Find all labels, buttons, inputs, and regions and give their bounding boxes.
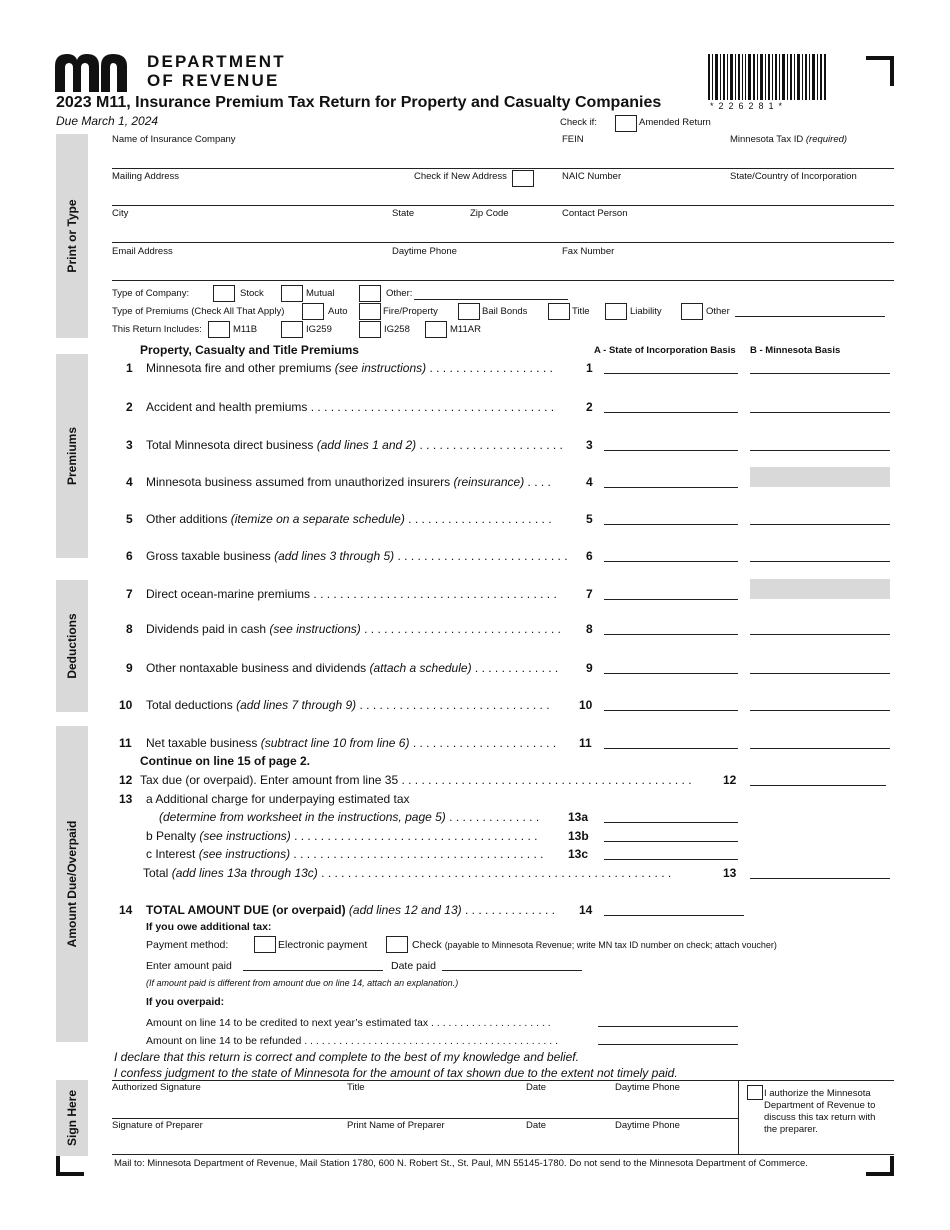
section-label: Print or Type bbox=[65, 199, 79, 273]
line-text: Dividends paid in cash bbox=[146, 622, 267, 636]
line-text: Tax due (or overpaid). Enter amount from line 35 bbox=[140, 773, 399, 787]
line-ref: 7 bbox=[586, 587, 593, 601]
line-ref: 8 bbox=[586, 622, 593, 636]
leader-dots: . . . . . . . . . . . . . . . . . . . . . . . . . . . . . bbox=[356, 698, 550, 712]
line-ref: 13c bbox=[568, 847, 589, 861]
barcode-icon bbox=[708, 54, 828, 100]
line-number: 14 bbox=[119, 903, 133, 917]
date-paid-field[interactable] bbox=[442, 970, 582, 971]
contact-label: Contact Person bbox=[562, 208, 628, 219]
authorize-checkbox[interactable] bbox=[747, 1085, 763, 1100]
auto-label: Auto bbox=[328, 306, 348, 317]
owe-title: If you owe additional tax: bbox=[146, 921, 272, 933]
m11ar-checkbox[interactable] bbox=[425, 321, 447, 338]
m11b-checkbox[interactable] bbox=[208, 321, 230, 338]
line-7-label bbox=[146, 587, 557, 601]
mn-tax-id-text: Minnesota Tax ID bbox=[730, 134, 804, 145]
line-9-col-a-field[interactable] bbox=[604, 673, 738, 674]
section-print-or-type bbox=[56, 134, 88, 338]
line-11-col-a-field[interactable] bbox=[604, 748, 738, 749]
line-number: 9 bbox=[126, 661, 133, 675]
stock-checkbox[interactable] bbox=[213, 285, 235, 302]
line-text: Other nontaxable business and dividends bbox=[146, 661, 367, 675]
leader-dots: . . . . . . . . . . . . . . . . . . . . . . . . . . . . . . . . . . . . . bbox=[290, 829, 538, 843]
leader-dots: . . . . . . . . . . . . . . . . . . . . . . . . . . . . . . . . . . . . . bbox=[310, 587, 557, 601]
line-14-field[interactable] bbox=[604, 915, 744, 916]
preparer-signature-field[interactable] bbox=[112, 1154, 894, 1155]
due-date: Due March 1, 2024 bbox=[56, 114, 159, 128]
line-13a-label: a Additional charge for underpaying estimated tax bbox=[146, 792, 410, 806]
line-8-col-a-field[interactable] bbox=[604, 634, 738, 635]
mn-tax-id-label bbox=[730, 134, 847, 145]
line-6-col-b-field[interactable] bbox=[750, 561, 890, 562]
line-ref: 13a bbox=[568, 810, 589, 824]
line-note: (see instructions) bbox=[199, 829, 291, 843]
line-number: 8 bbox=[126, 622, 133, 636]
premium-type-label: Type of Premiums (Check All That Apply) bbox=[112, 306, 285, 317]
line-13-total-field[interactable] bbox=[750, 878, 890, 879]
line-9-label bbox=[146, 661, 558, 675]
line-text: Accident and health premiums bbox=[146, 400, 308, 414]
authorized-signature-label: Authorized Signature bbox=[112, 1082, 201, 1093]
preparer-name-label: Print Name of Preparer bbox=[347, 1120, 445, 1131]
company-name-label: Name of Insurance Company bbox=[112, 134, 236, 145]
amended-return-label: Amended Return bbox=[639, 117, 711, 128]
line-4-col-b-shaded bbox=[750, 467, 890, 487]
form-title: 2023 M11, Insurance Premium Tax Return for Property and Casualty Companies bbox=[56, 94, 662, 111]
leader-dots: . . . . . . . . . . . . . . . . . . . . . . . . . . . . . . . . . . . . . . bbox=[290, 847, 544, 861]
line-13a-field[interactable] bbox=[604, 822, 738, 823]
line-number: 5 bbox=[126, 512, 133, 526]
email-label: Email Address bbox=[112, 246, 173, 257]
declaration-line-1: I declare that this return is correct and complete to the best of my knowledge and belief. bbox=[114, 1050, 579, 1064]
line-note: (add lines 3 through 5) bbox=[274, 549, 395, 563]
other-company-checkbox[interactable] bbox=[359, 285, 381, 302]
mutual-label: Mutual bbox=[306, 288, 335, 299]
section-label: Amount Due/Overpaid bbox=[65, 820, 79, 948]
line-note: (add lines 7 through 9) bbox=[236, 698, 357, 712]
liability-checkbox[interactable] bbox=[605, 303, 627, 320]
authorize-text: I authorize the Minnesota Department of Revenue to discuss this tax return with the preparer. bbox=[764, 1088, 876, 1135]
check-if-label: Check if: bbox=[560, 117, 597, 128]
line-9-col-b-field[interactable] bbox=[750, 673, 890, 674]
preparer-signature-label: Signature of Preparer bbox=[112, 1120, 203, 1131]
line-10-col-b-field[interactable] bbox=[750, 710, 890, 711]
line-5-label bbox=[146, 512, 552, 526]
line-10-col-a-field[interactable] bbox=[604, 710, 738, 711]
line-note: (see instructions) bbox=[269, 622, 361, 636]
other-premium-checkbox[interactable] bbox=[681, 303, 703, 320]
line-text: Total deductions bbox=[146, 698, 233, 712]
line-text: Other additions bbox=[146, 512, 228, 526]
mail-to-footer: Mail to: Minnesota Department of Revenue, Mail Station 1780, 600 N. Robert St., St. Paul, MN 55145-1780. Do not send to the Minnesota Department of Commerce. bbox=[114, 1158, 808, 1169]
email-field[interactable] bbox=[112, 280, 894, 281]
line-text: Direct ocean-marine premiums bbox=[146, 587, 311, 601]
line-3-col-b-field[interactable] bbox=[750, 450, 890, 451]
line-text: b Penalty bbox=[146, 829, 197, 843]
fire-checkbox[interactable] bbox=[359, 303, 381, 320]
state-country-label: State/Country of Incorporation bbox=[730, 171, 857, 182]
line-11-col-b-field[interactable] bbox=[750, 748, 890, 749]
premiums-heading: Property, Casualty and Title Premiums bbox=[140, 343, 359, 357]
leader-dots: . . . . bbox=[524, 475, 551, 489]
credited-text: Amount on line 14 to be credited to next year’s estimated tax bbox=[146, 1017, 429, 1029]
dept-line-2: OF REVENUE bbox=[147, 71, 280, 90]
line-note: (add lines 1 and 2) bbox=[316, 438, 417, 452]
refunded-text: Amount on line 14 to be refunded bbox=[146, 1035, 302, 1047]
line-number: 6 bbox=[126, 549, 133, 563]
line-13-total-label bbox=[143, 866, 671, 880]
required-note: (required) bbox=[805, 134, 848, 145]
line-13c-field[interactable] bbox=[604, 859, 738, 860]
line-number: 10 bbox=[119, 698, 133, 712]
daytime-phone-label: Daytime Phone bbox=[392, 246, 457, 257]
line-14-label bbox=[146, 903, 555, 917]
payment-method-label: Payment method: bbox=[146, 939, 229, 951]
new-address-label: Check if New Address bbox=[414, 171, 507, 182]
other-company-label: Other: bbox=[386, 288, 413, 299]
line-note: (add lines 12 and 13) bbox=[348, 903, 462, 917]
ig258-checkbox[interactable] bbox=[359, 321, 381, 338]
line-12-label bbox=[140, 773, 692, 787]
line-3-col-a-field[interactable] bbox=[604, 450, 738, 451]
check-payment-checkbox[interactable] bbox=[386, 936, 408, 953]
leader-dots: . . . . . . . . . . . . . . . . . . . . . . . . . . . . . . . . . . . . . bbox=[307, 400, 555, 414]
line-note: (attach a schedule) bbox=[369, 661, 472, 675]
other-premium-field[interactable] bbox=[735, 316, 885, 317]
line-number: 1 bbox=[126, 361, 133, 375]
line-note: (add lines 13a through 13c) bbox=[171, 866, 318, 880]
amount-paid-field[interactable] bbox=[243, 970, 383, 971]
new-address-checkbox[interactable] bbox=[512, 170, 534, 187]
continue-note: Continue on line 15 of page 2. bbox=[140, 754, 311, 768]
electronic-payment-checkbox[interactable] bbox=[254, 936, 276, 953]
return-includes-label: This Return Includes: bbox=[112, 324, 202, 335]
line-note: (itemize on a separate schedule) bbox=[230, 512, 405, 526]
state-label: State bbox=[392, 208, 415, 219]
line-2-label bbox=[146, 400, 554, 414]
leader-dots: . . . . . . . . . . . . . . bbox=[445, 810, 540, 824]
ig259-label: IG259 bbox=[306, 324, 332, 335]
bail-bonds-label: Bail Bonds bbox=[482, 306, 528, 317]
company-type-label: Type of Company: bbox=[112, 288, 190, 299]
line-text: c Interest bbox=[146, 847, 196, 861]
line-1-col-b-field[interactable] bbox=[750, 373, 890, 374]
line-4-label bbox=[146, 475, 551, 489]
line-number: 11 bbox=[119, 736, 132, 750]
line-number: 13 bbox=[119, 792, 133, 806]
line-text: Gross taxable business bbox=[146, 549, 271, 563]
credited-field[interactable] bbox=[598, 1026, 738, 1027]
corner-mark-bottom-right bbox=[866, 1156, 894, 1176]
mailing-address-field[interactable] bbox=[112, 205, 894, 206]
line-13b-label bbox=[146, 829, 537, 843]
mn-logo-icon bbox=[55, 54, 137, 92]
line-4-col-a-field[interactable] bbox=[604, 487, 738, 488]
fire-label: Fire/Property bbox=[383, 306, 438, 317]
signature-divider bbox=[738, 1080, 739, 1154]
signature-top-rule bbox=[112, 1080, 894, 1081]
refunded-label bbox=[146, 1035, 558, 1047]
line-10-label bbox=[146, 698, 550, 712]
line-5-col-b-field[interactable] bbox=[750, 524, 890, 525]
leader-dots: . . . . . . . . . . . . . . bbox=[461, 903, 556, 917]
line-11-label bbox=[146, 736, 556, 750]
line-note: (see instructions) bbox=[334, 361, 427, 375]
liability-label: Liability bbox=[630, 306, 662, 317]
line-number: 4 bbox=[126, 475, 133, 489]
line-ref: 5 bbox=[586, 512, 593, 526]
refunded-field[interactable] bbox=[598, 1044, 738, 1045]
electronic-payment-label: Electronic payment bbox=[278, 939, 368, 951]
credited-label bbox=[146, 1017, 551, 1029]
line-7-col-b-shaded bbox=[750, 579, 890, 599]
line-13c-label bbox=[146, 847, 543, 861]
line-number: 2 bbox=[126, 400, 133, 414]
line-5-col-a-field[interactable] bbox=[604, 524, 738, 525]
mailing-address-label: Mailing Address bbox=[112, 171, 180, 182]
auto-checkbox[interactable] bbox=[302, 303, 324, 320]
line-8-label bbox=[146, 622, 561, 636]
line-text: Total bbox=[143, 866, 169, 880]
leader-dots: . . . . . . . . . . . . . . . . . . . . . bbox=[428, 1017, 551, 1029]
line-3-label bbox=[146, 438, 563, 452]
date-prep-label: Date bbox=[526, 1120, 547, 1131]
phone-prep-label: Daytime Phone bbox=[615, 1120, 680, 1131]
department-name bbox=[147, 52, 286, 90]
line-text: Minnesota business assumed from unauthorized insurers bbox=[146, 475, 451, 489]
city-label: City bbox=[112, 208, 129, 219]
column-b-header: B - Minnesota Basis bbox=[750, 345, 841, 356]
column-a-header: A - State of Incorporation Basis bbox=[594, 345, 736, 356]
line-12-field[interactable] bbox=[750, 785, 886, 786]
line-note: (reinsurance) bbox=[453, 475, 525, 489]
overpaid-title: If you overpaid: bbox=[146, 996, 225, 1008]
line-13b-field[interactable] bbox=[604, 841, 738, 842]
line-ref: 13b bbox=[568, 829, 589, 843]
line-text: TOTAL AMOUNT DUE (or overpaid) bbox=[146, 903, 346, 917]
line-text: Total Minnesota direct business bbox=[146, 438, 314, 452]
phone-sig-label: Daytime Phone bbox=[615, 1082, 680, 1093]
line-ref: 10 bbox=[579, 698, 593, 712]
bail-bonds-checkbox[interactable] bbox=[458, 303, 480, 320]
line-text: Net taxable business bbox=[146, 736, 258, 750]
amount-paid-label: Enter amount paid bbox=[146, 960, 232, 972]
dept-line-1: DEPARTMENT bbox=[147, 52, 286, 71]
line-note: (subtract line 10 from line 6) bbox=[260, 736, 410, 750]
leader-dots: . . . . . . . . . . . . . . . . . . . . . . . . . . bbox=[394, 549, 568, 563]
line-text: Minnesota fire and other premiums bbox=[146, 361, 332, 375]
corner-mark-bottom-left bbox=[56, 1156, 84, 1176]
line-number: 12 bbox=[119, 773, 133, 787]
title-sig-label: Title bbox=[347, 1082, 365, 1093]
check-payment-label bbox=[412, 939, 777, 951]
title-checkbox[interactable] bbox=[548, 303, 570, 320]
ig258-label: IG258 bbox=[384, 324, 410, 335]
date-paid-label: Date paid bbox=[391, 960, 436, 972]
line-ref: 2 bbox=[586, 400, 593, 414]
line-8-col-b-field[interactable] bbox=[750, 634, 890, 635]
section-deductions bbox=[56, 580, 88, 712]
line-2-col-a-field[interactable] bbox=[604, 412, 738, 413]
fax-label: Fax Number bbox=[562, 246, 615, 257]
line-number: 3 bbox=[126, 438, 133, 452]
section-label: Deductions bbox=[65, 613, 79, 679]
other-premium-label: Other bbox=[706, 306, 730, 317]
line-6-col-a-field[interactable] bbox=[604, 561, 738, 562]
line-1-col-a-field[interactable] bbox=[604, 373, 738, 374]
line-13a-detail bbox=[159, 810, 539, 824]
naic-label: NAIC Number bbox=[562, 171, 622, 182]
line-6-label bbox=[146, 549, 568, 563]
company-name-field[interactable] bbox=[112, 168, 894, 169]
m11b-label: M11B bbox=[233, 324, 258, 335]
line-ref: 3 bbox=[586, 438, 593, 452]
check-text: Check bbox=[412, 939, 442, 951]
stock-label: Stock bbox=[240, 288, 264, 299]
line-ref: 12 bbox=[723, 773, 737, 787]
leader-dots: . . . . . . . . . . . . . . . . . . . . . . bbox=[409, 736, 557, 750]
section-amount-due bbox=[56, 726, 88, 1042]
line-number: 7 bbox=[126, 587, 133, 601]
authorized-signature-field[interactable] bbox=[112, 1118, 738, 1119]
declaration-line-2: I confess judgment to the state of Minnesota for the amount of tax shown due to the extent not timely paid. bbox=[114, 1066, 678, 1080]
city-field[interactable] bbox=[112, 242, 894, 243]
leader-dots: . . . . . . . . . . . . . . . . . . . . . . . . . . . . . . . . . . . . . . . . . . . . bbox=[398, 773, 692, 787]
corner-mark-top-right bbox=[866, 56, 894, 86]
line-ref: 11 bbox=[579, 736, 592, 750]
line-ref: 1 bbox=[586, 361, 593, 375]
leader-dots: . . . . . . . . . . . . . . . . . . . . . . bbox=[416, 438, 563, 452]
date-sig-label: Date bbox=[526, 1082, 547, 1093]
line-1-label bbox=[146, 361, 553, 375]
ig259-checkbox[interactable] bbox=[281, 321, 303, 338]
section-premiums bbox=[56, 354, 88, 558]
section-sign-here bbox=[56, 1080, 88, 1156]
other-company-field[interactable] bbox=[414, 299, 568, 300]
leader-dots: . . . . . . . . . . . . . . . . . . . bbox=[426, 361, 553, 375]
line-ref: 13 bbox=[723, 866, 737, 880]
m11ar-label: M11AR bbox=[450, 324, 481, 335]
line-ref: 6 bbox=[586, 549, 593, 563]
line-note: (see instructions) bbox=[198, 847, 291, 861]
paid-note: (If amount paid is different from amount due on line 14, attach an explanation.) bbox=[146, 978, 459, 988]
line-note: (determine from worksheet in the instructions, page 5) bbox=[159, 810, 446, 824]
leader-dots: . . . . . . . . . . . . . . . . . . . . . . . . . . . . . . . . . . . . . . . . . . . . bbox=[301, 1035, 558, 1047]
mutual-checkbox[interactable] bbox=[281, 285, 303, 302]
leader-dots: . . . . . . . . . . . . . . . . . . . . . . . . . . . . . . . . . . . . . . . . . . . . . . . . . . . . . bbox=[317, 866, 672, 880]
check-note: (payable to Minnesota Revenue; write MN tax ID number on check; attach voucher) bbox=[444, 940, 777, 950]
line-ref: 4 bbox=[586, 475, 593, 489]
section-label: Sign Here bbox=[65, 1089, 79, 1147]
leader-dots: . . . . . . . . . . . . . . . . . . . . . . bbox=[404, 512, 552, 526]
line-ref: 14 bbox=[579, 903, 593, 917]
line-7-col-a-field[interactable] bbox=[604, 599, 738, 600]
section-label: Premiums bbox=[65, 426, 79, 486]
leader-dots: . . . . . . . . . . . . . . . . . . . . . . . . . . . . . . bbox=[360, 622, 561, 636]
line-2-col-b-field[interactable] bbox=[750, 412, 890, 413]
zip-label: Zip Code bbox=[470, 208, 509, 219]
barcode-number: *226281* bbox=[710, 101, 788, 111]
fein-label: FEIN bbox=[562, 134, 584, 145]
leader-dots: . . . . . . . . . . . . . bbox=[471, 661, 559, 675]
line-ref: 9 bbox=[586, 661, 593, 675]
title-label: Title bbox=[572, 306, 590, 317]
amended-return-checkbox[interactable] bbox=[615, 115, 637, 132]
